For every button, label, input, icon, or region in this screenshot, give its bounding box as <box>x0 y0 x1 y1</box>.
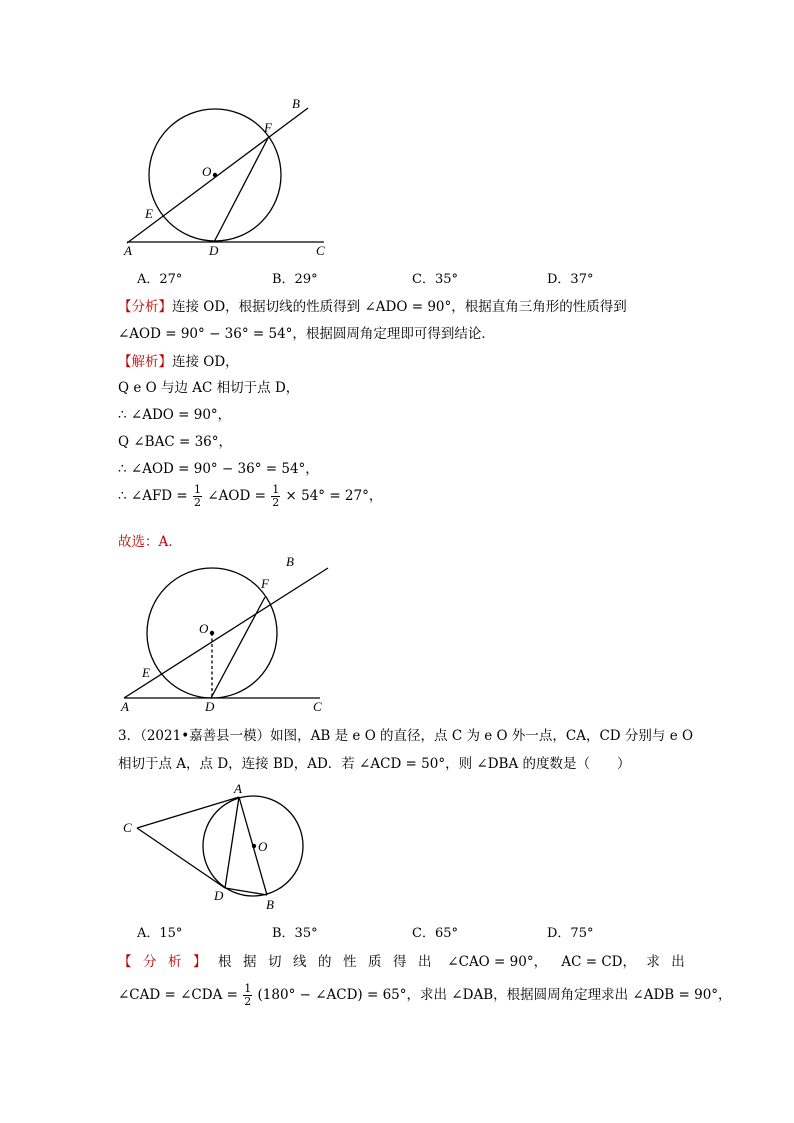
center-point <box>213 173 217 177</box>
label-d-2: D <box>205 699 215 714</box>
solution-1-line-1 <box>118 350 239 370</box>
question-3-line-1: 3．（2021•嘉善县一模）如图，AB 是 e O 的直径，点 C 为 e O 外一点，CA，CD 分别与 e O <box>118 728 694 744</box>
solution-1-line-5: ∴ ∠AOD = 90° − 36° = 54°， <box>118 461 319 477</box>
fraction-half-2 <box>271 484 280 509</box>
analysis-2-line-2 <box>118 983 732 1008</box>
tangent-ca <box>137 797 239 828</box>
label-b-2: B <box>286 554 294 569</box>
solution-1-line-3: ∴ ∠ADO = 90°， <box>118 407 232 423</box>
label-o: O <box>202 164 212 179</box>
solution-tag: 【解析】 <box>118 354 172 370</box>
frac-num-3: 1 <box>244 982 252 995</box>
option-d-q3[interactable]: D．75° <box>547 926 594 941</box>
label-c-2: C <box>313 699 322 714</box>
option-a[interactable]: A．27° <box>137 272 183 287</box>
option-d[interactable]: D．37° <box>547 272 594 287</box>
label-b: B <box>292 96 300 111</box>
analysis-1-text-1: 连接 OD，根据切线的性质得到 ∠ADO = 90°，根据直角三角形的性质得到 <box>172 299 627 315</box>
figure-2-diagram <box>116 555 336 715</box>
option-c-q3[interactable]: C．65° <box>412 926 458 941</box>
analysis-2-eq-1: ∠CAO = 90°， <box>447 954 548 970</box>
option-b[interactable]: B．29° <box>272 272 318 287</box>
frac-num-2: 1 <box>272 483 280 496</box>
figure-1-diagram <box>118 95 338 260</box>
center-point-3 <box>252 844 256 848</box>
question-3-line-2: 相切于点 A，点 D，连接 BD，AD．若 ∠ACD = 50°，则 ∠DBA 的度数是（ ） <box>118 756 631 772</box>
label-d-3: D <box>214 888 224 903</box>
analysis-2-tag: 【分析】 <box>118 954 218 970</box>
solution-1-text-1: 连接 OD， <box>172 354 239 370</box>
question-2-options <box>137 268 657 287</box>
label-b-3: B <box>266 897 274 912</box>
solution-1-eq-prefix: ∴ ∠AFD = <box>118 488 188 504</box>
label-d: D <box>209 243 219 258</box>
segment-df <box>214 138 268 242</box>
tangent-cd <box>137 828 225 888</box>
fraction-half <box>193 484 202 509</box>
label-f-2: F <box>261 576 269 591</box>
segment-ad <box>225 797 239 888</box>
analysis-2-line-1 <box>118 950 696 970</box>
frac-den: 2 <box>194 496 202 509</box>
label-e: E <box>145 206 153 221</box>
answer-line: 故选：A． <box>118 534 182 550</box>
label-c: C <box>316 243 325 258</box>
label-e-2: E <box>142 665 150 680</box>
frac-num: 1 <box>194 483 202 496</box>
label-f: F <box>264 120 272 135</box>
question-3-options <box>137 922 657 941</box>
line-ab-2 <box>124 568 328 698</box>
figure-3-diagram <box>118 780 318 915</box>
label-o-3: O <box>258 839 268 854</box>
center-point-2 <box>210 631 214 635</box>
option-a-q3[interactable]: A．15° <box>137 926 183 941</box>
solution-1-line-2: Q e O 与边 AC 相切于点 D， <box>118 380 300 396</box>
solution-1-line-4: Q ∠BAC = 36°， <box>118 434 232 450</box>
solution-1-eq-mid: ∠AOD = <box>207 488 266 504</box>
analysis-2-tail: 求出 <box>646 954 697 970</box>
option-c[interactable]: C．35° <box>412 272 458 287</box>
analysis-tag: 【分析】 <box>118 299 172 315</box>
analysis-2-text-1: 根据切线的性质得出 <box>218 954 443 970</box>
analysis-2-eq-prefix: ∠CAD = ∠CDA = <box>118 987 238 1003</box>
analysis-1-line-1 <box>118 295 627 315</box>
option-b-q3[interactable]: B．35° <box>272 926 318 941</box>
label-c-3: C <box>123 820 132 835</box>
analysis-1-line-2: ∠AOD = 90° − 36° = 54°，根据圆周角定理即可得到结论． <box>118 326 495 342</box>
label-o-2: O <box>199 621 209 636</box>
fraction-half-3 <box>243 983 252 1008</box>
label-a: A <box>124 243 132 258</box>
solution-1-line-6 <box>118 484 382 509</box>
analysis-2-eq-suffix: (180° − ∠ACD) = 65°，求出 ∠DAB，根据圆周角定理求出 ∠ADB = 90°， <box>257 987 732 1003</box>
label-a-2: A <box>121 699 129 714</box>
label-a-3: A <box>234 781 242 796</box>
analysis-2-eq-2: AC = CD， <box>561 954 637 970</box>
segment-df-2 <box>211 597 265 698</box>
frac-den-2: 2 <box>272 496 280 509</box>
frac-den-3: 2 <box>244 995 252 1008</box>
solution-1-eq-suffix: × 54° = 27°， <box>285 488 383 504</box>
